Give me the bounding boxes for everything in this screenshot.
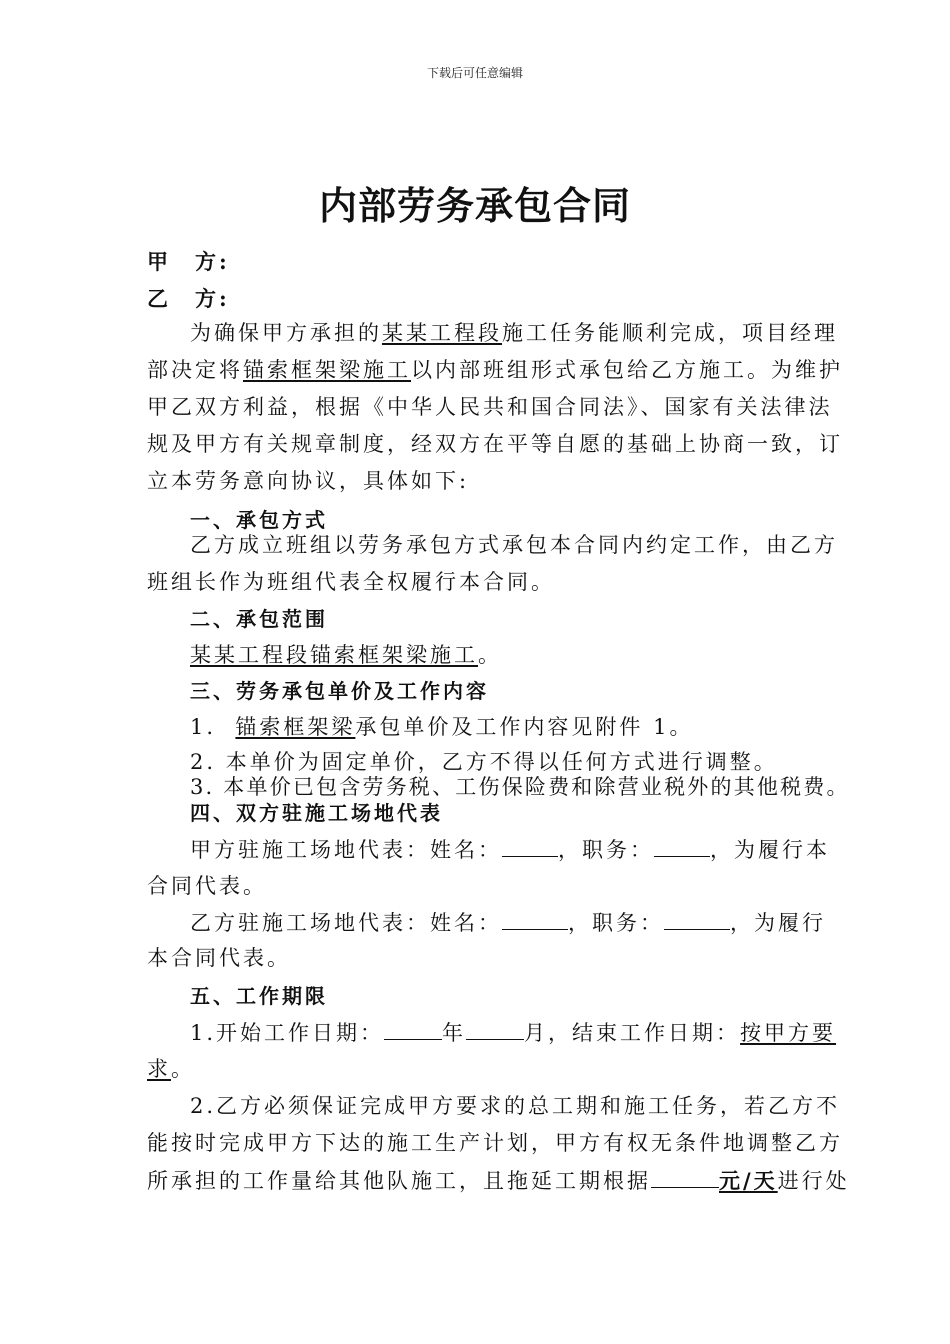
section-4-rep-a-line-2: 合同代表。 [147, 874, 267, 898]
section-1-line-1: 乙方成立班组以劳务承包方式承包本合同内约定工作，由乙方 [190, 533, 838, 557]
penalty-blank [651, 1167, 719, 1188]
header-note: 下载后可任意编辑 [426, 66, 523, 80]
section-3-item-2: 2. 本单价为固定单价，乙方不得以任何方式进行调整。 [190, 750, 778, 774]
intro-line-1: 为确保甲方承担的某某工程段施工任务能顺利完成，项目经理 [190, 321, 838, 345]
intro-line-4: 规及甲方有关规章制度，经双方在平等自愿的基础上协商一致，订 [147, 432, 843, 456]
intro-line-2: 部决定将锚索框架梁施工以内部班组形式承包给乙方施工。为维护 [147, 358, 843, 382]
intro-line-3: 甲乙双方利益，根据《中华人民共和国合同法》、国家有关法律法 [147, 395, 833, 419]
party-b-label: 乙 方: [147, 286, 230, 311]
rep-a-title-blank [654, 836, 710, 857]
page-title: 内部劳务承包合同 [318, 183, 631, 228]
section-5-item-2-line-3: 所承担的工作量给其他队施工，且拖延工期根据 元/天进行处 [147, 1168, 850, 1193]
project-name: 某某工程段 [382, 321, 502, 345]
section-5-item-2-line-2: 能按时完成甲方下达的施工生产计划，甲方有权无条件地调整乙方 [147, 1131, 843, 1155]
section-4-rep-b: 乙方驻施工场地代表：姓名： ，职务： ，为履行 [190, 911, 826, 935]
rep-b-name-blank [502, 909, 568, 930]
section-3-heading: 三、劳务承包单价及工作内容 [190, 679, 489, 703]
section-5-item-1: 1.开始工作日期： 年 月，结束工作日期：按甲方要 [190, 1021, 837, 1045]
section-1-line-2: 班组长作为班组代表全权履行本合同。 [147, 570, 555, 594]
section-4-rep-b-line-2: 本合同代表。 [147, 946, 291, 970]
penalty-unit: 元/天 [719, 1168, 778, 1193]
section-3-item-3: 3. 本单价已包含劳务税、工伤保险费和除营业税外的其他税费。 [190, 775, 850, 799]
rep-b-title-blank [664, 909, 730, 930]
party-a-label: 甲 方: [147, 249, 230, 274]
section-2-scope: 某某工程段锚索框架梁施工。 [190, 643, 502, 667]
section-2-heading: 二、承包范围 [190, 607, 328, 631]
section-3-item-1: 1. 锚索框架梁承包单价及工作内容见附件 1。 [190, 715, 694, 739]
section-5-item-2-line-1: 2.乙方必须保证完成甲方要求的总工期和施工任务，若乙方不 [190, 1094, 841, 1118]
section-4-rep-a: 甲方驻施工场地代表：姓名： ，职务： ，为履行本 [190, 838, 830, 862]
start-year-blank [384, 1019, 442, 1040]
start-month-blank [466, 1019, 524, 1040]
section-1-heading: 一、承包方式 [190, 508, 328, 532]
work-item: 锚索框架梁施工 [243, 358, 411, 382]
section-4-heading: 四、双方驻施工场地代表 [190, 801, 443, 825]
section-5-heading: 五、工作期限 [190, 984, 328, 1008]
rep-a-name-blank [502, 836, 558, 857]
section-5-item-1-line-2: 求。 [147, 1057, 195, 1081]
intro-line-5: 立本劳务意向协议，具体如下: [147, 469, 470, 493]
